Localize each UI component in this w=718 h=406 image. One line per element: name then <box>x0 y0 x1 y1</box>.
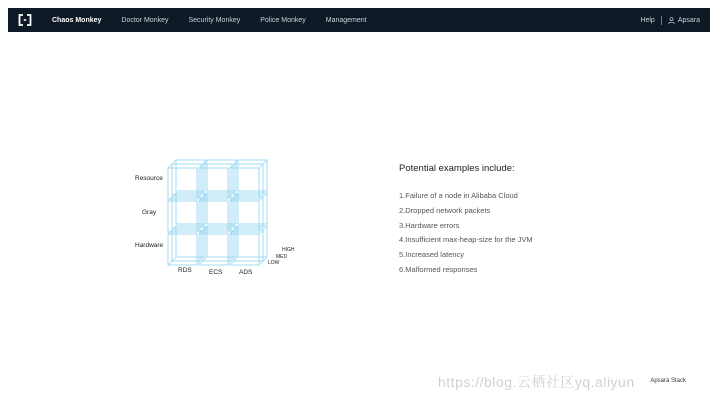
example-item: 6.Malformed responses <box>399 264 478 274</box>
row-label-gray: Gray <box>142 209 157 216</box>
depth-label-high: HIGH <box>282 247 295 253</box>
cube-grid-graphic <box>120 150 310 285</box>
nav-police-monkey[interactable]: Police Monkey <box>260 16 306 24</box>
bracket-logo-icon[interactable] <box>18 13 36 27</box>
col-label-ecs: ECS <box>209 269 223 276</box>
examples-title: Potential examples include: <box>399 163 515 174</box>
examples-panel <box>399 163 639 280</box>
nav-management[interactable]: Management <box>325 16 367 24</box>
example-item: 1.Failure of a node in Alibaba Cloud <box>399 191 518 200</box>
chaos-cube-diagram <box>120 150 310 285</box>
footer-brand: Apsara Stack <box>650 378 686 384</box>
top-navbar <box>8 8 710 32</box>
col-label-rds: RDS <box>178 267 192 274</box>
example-item: 4.Insufficient max-heap-size for the JVM <box>399 235 533 245</box>
depth-label-med: MED <box>276 254 288 260</box>
user-name: Apsara <box>677 16 700 24</box>
watermark-text: https://blog.云栖社区yq.aliyun <box>438 374 635 390</box>
nav-doctor-monkey[interactable]: Doctor Monkey <box>121 16 169 24</box>
nav-divider <box>661 16 662 25</box>
row-label-resource: Resource <box>135 175 163 182</box>
nav-right-area <box>640 16 700 25</box>
example-item: 3.Hardware errors <box>399 220 460 230</box>
col-label-ads: ADS <box>239 269 253 276</box>
example-item: 5.Increased latency <box>399 250 465 260</box>
nav-security-monkey[interactable]: Security Monkey <box>188 16 241 24</box>
user-menu[interactable] <box>668 17 700 24</box>
user-icon <box>668 17 675 24</box>
row-label-hardware: Hardware <box>135 242 164 249</box>
example-item: 2.Dropped network packets <box>399 205 491 215</box>
nav-chaos-monkey[interactable]: Chaos Monkey <box>52 16 102 24</box>
examples-list <box>399 191 639 280</box>
depth-label-low: LOW <box>268 260 280 266</box>
help-link[interactable]: Help <box>640 16 655 24</box>
